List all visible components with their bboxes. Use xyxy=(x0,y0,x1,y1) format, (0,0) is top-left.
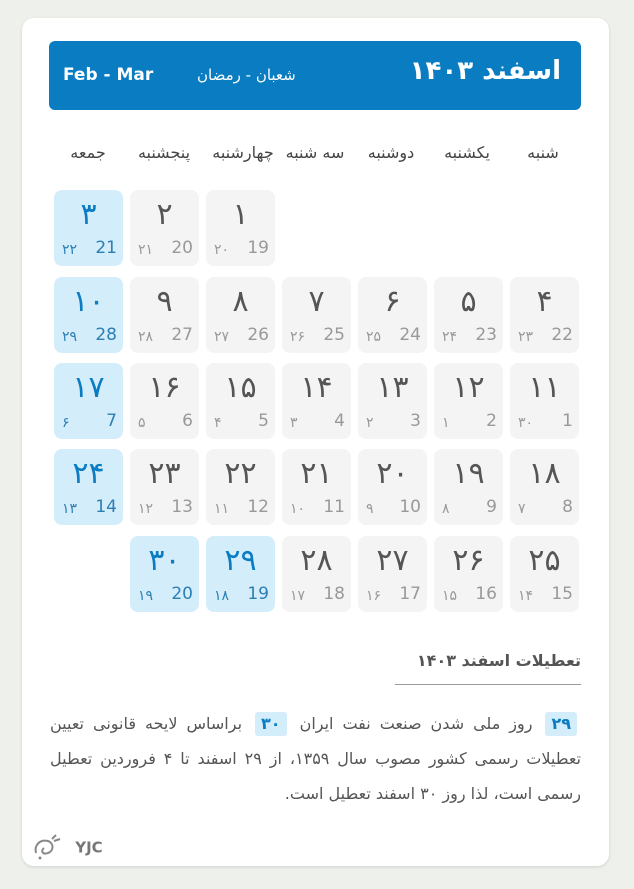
persian-day-number: ۱۹ xyxy=(452,456,485,491)
calendar-day[interactable] xyxy=(206,363,275,439)
hijri-day-number: ۲۴ xyxy=(442,329,458,345)
gregorian-day-number: 14 xyxy=(95,497,117,517)
calendar-day-holiday[interactable] xyxy=(54,363,123,439)
hijri-day-number: ۲۳ xyxy=(518,329,534,345)
calendar-day[interactable] xyxy=(358,363,427,439)
hijri-day-number: ۱۳ xyxy=(62,501,78,517)
gregorian-day-number: 22 xyxy=(551,325,573,345)
persian-day-number: ۱۵ xyxy=(224,370,257,405)
calendar-day[interactable] xyxy=(206,277,275,353)
calendar-day[interactable] xyxy=(434,363,503,439)
hijri-day-number: ۵ xyxy=(138,415,146,431)
month-title: اسفند ۱۴۰۳ xyxy=(409,56,561,86)
gregorian-day-number: 3 xyxy=(410,411,421,431)
persian-day-number: ۵ xyxy=(460,284,477,319)
hijri-months: شعبان - رمضان xyxy=(197,66,296,84)
calendar-day-holiday[interactable] xyxy=(54,449,123,525)
logo-text: YJC xyxy=(75,838,103,857)
gregorian-day-number: 15 xyxy=(551,584,573,604)
gregorian-day-number: 28 xyxy=(95,325,117,345)
gregorian-months: Feb - Mar xyxy=(63,65,154,85)
hijri-day-number: ۳ xyxy=(290,415,298,431)
calendar-day[interactable] xyxy=(510,363,579,439)
weekday-label: جمعه xyxy=(70,143,106,162)
calendar-day-holiday[interactable] xyxy=(54,190,123,266)
hijri-day-number: ۲۸ xyxy=(138,329,154,345)
holiday-date-badge: ۳۰ xyxy=(255,712,287,736)
gregorian-day-number: 10 xyxy=(399,497,421,517)
persian-day-number: ۱۴ xyxy=(300,370,333,405)
gregorian-day-number: 16 xyxy=(475,584,497,604)
gregorian-day-number: 11 xyxy=(323,497,345,517)
calendar-day-holiday[interactable] xyxy=(54,277,123,353)
hijri-day-number: ۷ xyxy=(518,501,526,517)
yjc-logo-icon xyxy=(30,833,66,863)
hijri-day-number: ۲۱ xyxy=(138,242,154,258)
calendar-day[interactable] xyxy=(130,363,199,439)
gregorian-day-number: 20 xyxy=(171,238,193,258)
gregorian-day-number: 27 xyxy=(171,325,193,345)
gregorian-day-number: 17 xyxy=(399,584,421,604)
hijri-day-number: ۶ xyxy=(62,415,70,431)
hijri-day-number: ۱۵ xyxy=(442,588,458,604)
hijri-day-number: ۲۶ xyxy=(290,329,306,345)
weekday-label: پنجشنبه xyxy=(137,143,191,162)
persian-day-number: ۴ xyxy=(536,284,553,319)
persian-day-number: ۲۷ xyxy=(376,543,409,578)
persian-day-number: ۲۸ xyxy=(300,543,333,578)
holiday-date-badge: ۲۹ xyxy=(545,712,577,736)
calendar-day[interactable] xyxy=(282,536,351,612)
persian-day-number: ۱۶ xyxy=(148,370,181,405)
gregorian-day-number: 26 xyxy=(247,325,269,345)
hijri-day-number: ۱۶ xyxy=(366,588,382,604)
persian-day-number: ۲۶ xyxy=(452,543,485,578)
persian-day-number: ۹ xyxy=(156,284,173,319)
persian-day-number: ۲۵ xyxy=(528,543,561,578)
persian-day-number: ۱۱ xyxy=(528,370,561,405)
calendar-day[interactable] xyxy=(282,277,351,353)
gregorian-day-number: 13 xyxy=(171,497,193,517)
calendar-day[interactable] xyxy=(130,277,199,353)
calendar-header xyxy=(49,41,581,110)
calendar-day[interactable] xyxy=(130,190,199,266)
hijri-day-number: ۸ xyxy=(442,501,450,517)
calendar-day[interactable] xyxy=(358,536,427,612)
hijri-day-number: ۲۹ xyxy=(62,329,78,345)
gregorian-day-number: 8 xyxy=(562,497,573,517)
gregorian-day-number: 9 xyxy=(486,497,497,517)
gregorian-day-number: 2 xyxy=(486,411,497,431)
holidays-description xyxy=(50,706,581,811)
calendar-day[interactable] xyxy=(282,363,351,439)
persian-day-number: ۲۴ xyxy=(72,456,105,491)
gregorian-day-number: 1 xyxy=(562,411,573,431)
hijri-day-number: ۲۲ xyxy=(62,242,78,258)
gregorian-day-number: 24 xyxy=(399,325,421,345)
persian-day-number: ۱ xyxy=(232,197,249,232)
persian-day-number: ۲۰ xyxy=(376,456,409,491)
hijri-day-number: ۱۰ xyxy=(290,501,306,517)
calendar-day[interactable] xyxy=(510,449,579,525)
calendar-day[interactable] xyxy=(434,536,503,612)
hijri-day-number: ۱۷ xyxy=(290,588,306,604)
gregorian-day-number: 25 xyxy=(323,325,345,345)
persian-day-number: ۳ xyxy=(80,197,97,232)
hijri-day-number: ۱ xyxy=(442,415,450,431)
holiday-text: روز ملی شدن صنعت نفت ایران xyxy=(299,714,533,733)
persian-day-number: ۱۰ xyxy=(72,284,105,319)
gregorian-day-number: 23 xyxy=(475,325,497,345)
calendar-day[interactable] xyxy=(434,449,503,525)
calendar-day[interactable] xyxy=(130,449,199,525)
persian-day-number: ۲ xyxy=(156,197,173,232)
weekday-label: سه شنبه xyxy=(285,143,345,162)
hijri-day-number: ۴ xyxy=(214,415,222,431)
persian-day-number: ۶ xyxy=(384,284,401,319)
hijri-day-number: ۱۲ xyxy=(138,501,154,517)
weekday-label: چهارشنبه xyxy=(212,143,274,162)
persian-day-number: ۱۸ xyxy=(528,456,561,491)
weekday-label: دوشنبه xyxy=(367,143,415,162)
hijri-day-number: ۲۰ xyxy=(214,242,230,258)
persian-day-number: ۲۱ xyxy=(300,456,333,491)
calendar-day[interactable] xyxy=(206,449,275,525)
calendar-day[interactable] xyxy=(510,536,579,612)
persian-day-number: ۱۷ xyxy=(72,370,105,405)
persian-day-number: ۱۳ xyxy=(376,370,409,405)
calendar-day[interactable] xyxy=(510,277,579,353)
gregorian-day-number: 12 xyxy=(247,497,269,517)
weekday-label: یکشنبه xyxy=(444,143,490,162)
holidays-divider xyxy=(395,684,581,685)
gregorian-day-number: 19 xyxy=(247,238,269,258)
calendar-day[interactable] xyxy=(282,449,351,525)
calendar-day[interactable] xyxy=(358,277,427,353)
persian-day-number: ۳۰ xyxy=(148,543,181,578)
calendar-day[interactable] xyxy=(434,277,503,353)
gregorian-day-number: 4 xyxy=(334,411,345,431)
persian-day-number: ۲۹ xyxy=(224,543,257,578)
holiday-text: براساس لایحه قانونی تعیین تعطیلات رسمی کشور مصوب سال ۱۳۵۹، از ۲۹ اسفند تا ۴ فروردین تعطیل رسمی است، لذا روز ۳۰ اسفند تعطیل است. xyxy=(50,714,582,803)
hijri-day-number: ۲۵ xyxy=(366,329,382,345)
gregorian-day-number: 18 xyxy=(323,584,345,604)
gregorian-day-number: 7 xyxy=(106,411,117,431)
gregorian-day-number: 20 xyxy=(171,584,193,604)
persian-day-number: ۲۲ xyxy=(224,456,257,491)
gregorian-day-number: 6 xyxy=(182,411,193,431)
hijri-day-number: ۲ xyxy=(366,415,374,431)
persian-day-number: ۲۳ xyxy=(148,456,181,491)
hijri-day-number: ۱۴ xyxy=(518,588,534,604)
gregorian-day-number: 5 xyxy=(258,411,269,431)
gregorian-day-number: 21 xyxy=(95,238,117,258)
weekday-label: شنبه xyxy=(527,143,559,162)
calendar-day[interactable] xyxy=(206,190,275,266)
persian-day-number: ۸ xyxy=(232,284,249,319)
hijri-day-number: ۹ xyxy=(366,501,374,517)
hijri-day-number: ۲۷ xyxy=(214,329,230,345)
hijri-day-number: ۱۱ xyxy=(214,501,230,517)
persian-day-number: ۷ xyxy=(308,284,325,319)
hijri-day-number: ۱۸ xyxy=(214,588,230,604)
yjc-logo xyxy=(30,833,103,863)
calendar-day[interactable] xyxy=(358,449,427,525)
hijri-day-number: ۱۹ xyxy=(138,588,154,604)
persian-day-number: ۱۲ xyxy=(452,370,485,405)
calendar-day-holiday[interactable] xyxy=(130,536,199,612)
hijri-day-number: ۳۰ xyxy=(518,415,534,431)
holidays-title: تعطیلات اسفند ۱۴۰۳ xyxy=(416,651,581,670)
gregorian-day-number: 19 xyxy=(247,584,269,604)
calendar-day-holiday[interactable] xyxy=(206,536,275,612)
